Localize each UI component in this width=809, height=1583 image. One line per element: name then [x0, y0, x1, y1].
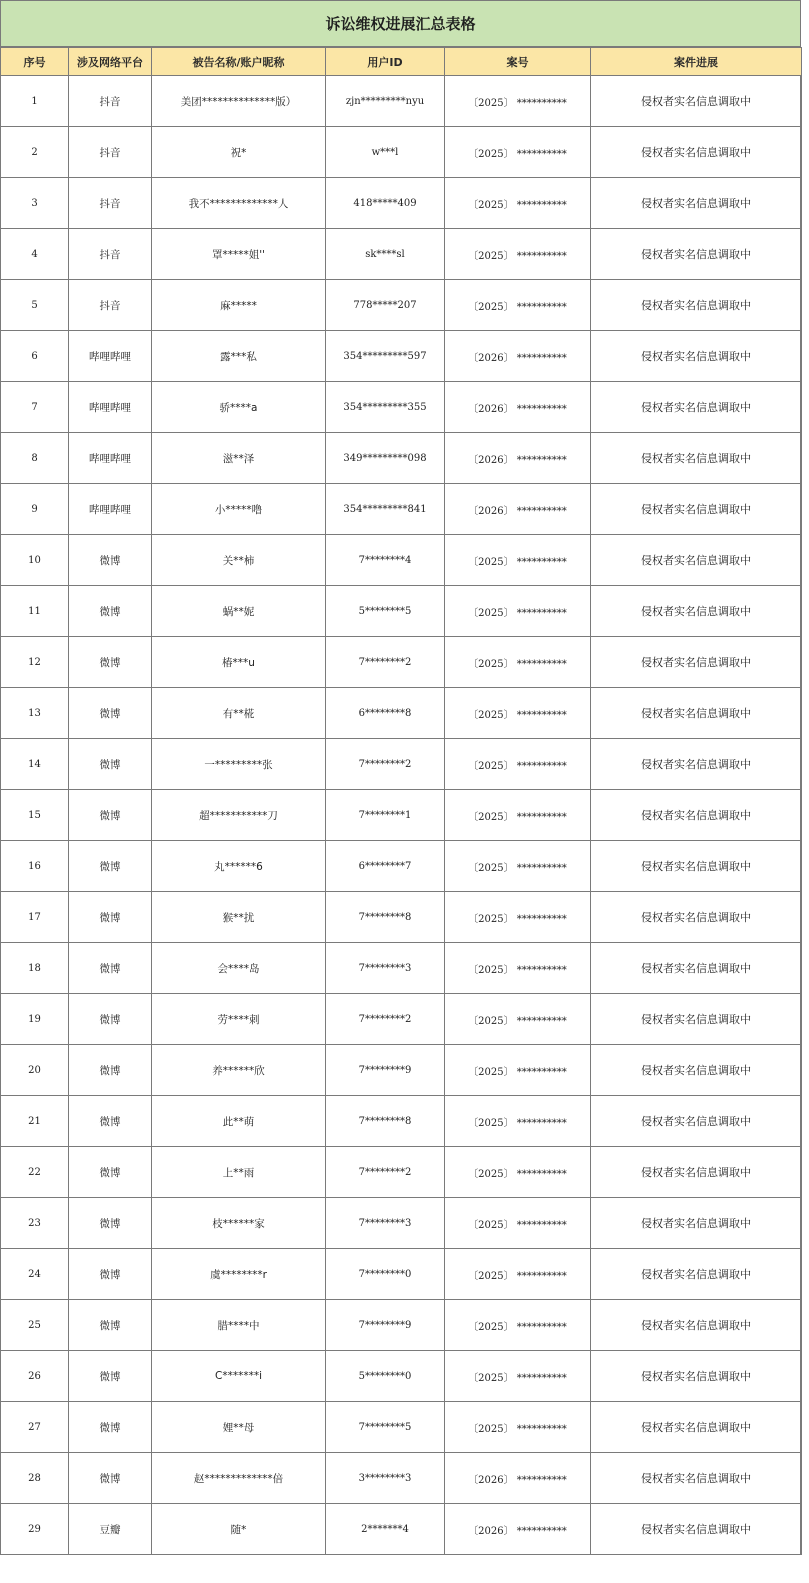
row-progress: 侵权者实名信息调取中 — [591, 280, 802, 331]
row-progress: 侵权者实名信息调取中 — [591, 1453, 802, 1504]
row-defendant: 罩*****姐'' — [152, 229, 326, 280]
row-user-id: 7********8 — [326, 892, 445, 943]
row-platform: 微博 — [69, 1351, 152, 1402]
row-defendant: 劳****刺 — [152, 994, 326, 1045]
row-user-id: sk****sl — [326, 229, 445, 280]
row-user-id: 5********0 — [326, 1351, 445, 1402]
row-case-no: 〔2025〕 ********** — [445, 535, 591, 586]
row-progress: 侵权者实名信息调取中 — [591, 1300, 802, 1351]
table-row — [1, 739, 802, 790]
row-defendant: 有**椛 — [152, 688, 326, 739]
row-case-no: 〔2025〕 ********** — [445, 637, 591, 688]
row-user-id: 7********2 — [326, 1147, 445, 1198]
table-row — [1, 433, 802, 484]
row-defendant: 丸******6 — [152, 841, 326, 892]
row-case-no: 〔2025〕 ********** — [445, 739, 591, 790]
row-case-no: 〔2026〕 ********** — [445, 1504, 591, 1555]
row-defendant: 虞********r — [152, 1249, 326, 1300]
row-case-no: 〔2025〕 ********** — [445, 1402, 591, 1453]
row-defendant: C*******i — [152, 1351, 326, 1402]
row-platform: 微博 — [69, 841, 152, 892]
row-defendant: 此**萌 — [152, 1096, 326, 1147]
row-progress: 侵权者实名信息调取中 — [591, 1351, 802, 1402]
table-row — [1, 943, 802, 994]
header-index: 序号 — [1, 48, 69, 76]
table-row — [1, 1096, 802, 1147]
table-row — [1, 178, 802, 229]
table-row — [1, 331, 802, 382]
row-index: 2 — [1, 127, 69, 178]
table-row — [1, 1351, 802, 1402]
row-user-id: w***l — [326, 127, 445, 178]
table-body — [1, 76, 802, 1555]
row-index: 28 — [1, 1453, 69, 1504]
row-case-no: 〔2026〕 ********** — [445, 484, 591, 535]
row-user-id: 354*********841 — [326, 484, 445, 535]
row-user-id: 7********4 — [326, 535, 445, 586]
row-platform: 哔哩哔哩 — [69, 331, 152, 382]
case-table — [0, 47, 802, 1555]
row-platform: 微博 — [69, 637, 152, 688]
row-case-no: 〔2026〕 ********** — [445, 382, 591, 433]
row-progress: 侵权者实名信息调取中 — [591, 1096, 802, 1147]
row-index: 27 — [1, 1402, 69, 1453]
row-index: 9 — [1, 484, 69, 535]
row-progress: 侵权者实名信息调取中 — [591, 433, 802, 484]
row-platform: 抖音 — [69, 280, 152, 331]
row-user-id: 7********9 — [326, 1300, 445, 1351]
row-defendant: 祝* — [152, 127, 326, 178]
row-index: 18 — [1, 943, 69, 994]
row-platform: 抖音 — [69, 178, 152, 229]
table-row — [1, 1147, 802, 1198]
row-progress: 侵权者实名信息调取中 — [591, 841, 802, 892]
row-progress: 侵权者实名信息调取中 — [591, 229, 802, 280]
row-user-id: 6********8 — [326, 688, 445, 739]
row-case-no: 〔2025〕 ********** — [445, 1147, 591, 1198]
row-defendant: 娌**母 — [152, 1402, 326, 1453]
row-index: 8 — [1, 433, 69, 484]
row-user-id: 354*********597 — [326, 331, 445, 382]
row-index: 10 — [1, 535, 69, 586]
row-defendant: 一*********张 — [152, 739, 326, 790]
row-defendant: 随* — [152, 1504, 326, 1555]
row-user-id: 6********7 — [326, 841, 445, 892]
table-row — [1, 280, 802, 331]
table-row — [1, 637, 802, 688]
row-progress: 侵权者实名信息调取中 — [591, 1045, 802, 1096]
row-progress: 侵权者实名信息调取中 — [591, 688, 802, 739]
row-case-no: 〔2025〕 ********** — [445, 178, 591, 229]
row-user-id: 7********3 — [326, 1198, 445, 1249]
row-progress: 侵权者实名信息调取中 — [591, 178, 802, 229]
row-progress: 侵权者实名信息调取中 — [591, 484, 802, 535]
row-index: 3 — [1, 178, 69, 229]
row-case-no: 〔2026〕 ********** — [445, 331, 591, 382]
table-row — [1, 1300, 802, 1351]
row-platform: 哔哩哔哩 — [69, 433, 152, 484]
row-platform: 微博 — [69, 1096, 152, 1147]
row-defendant: 猴**扰 — [152, 892, 326, 943]
row-defendant: 美团**************版） — [152, 76, 326, 127]
row-platform: 微博 — [69, 994, 152, 1045]
row-platform: 哔哩哔哩 — [69, 382, 152, 433]
row-platform: 微博 — [69, 586, 152, 637]
row-index: 19 — [1, 994, 69, 1045]
row-user-id: 2*******4 — [326, 1504, 445, 1555]
row-platform: 微博 — [69, 1045, 152, 1096]
row-case-no: 〔2025〕 ********** — [445, 586, 591, 637]
row-case-no: 〔2026〕 ********** — [445, 433, 591, 484]
row-defendant: 会****岛 — [152, 943, 326, 994]
row-defendant: 赵*************倍 — [152, 1453, 326, 1504]
row-user-id: 7********2 — [326, 994, 445, 1045]
table-row — [1, 127, 802, 178]
row-index: 12 — [1, 637, 69, 688]
row-defendant: 蜗**妮 — [152, 586, 326, 637]
row-platform: 微博 — [69, 790, 152, 841]
row-platform: 微博 — [69, 1300, 152, 1351]
row-case-no: 〔2026〕 ********** — [445, 1453, 591, 1504]
row-case-no: 〔2025〕 ********** — [445, 943, 591, 994]
row-defendant: 椿***u — [152, 637, 326, 688]
row-case-no: 〔2025〕 ********** — [445, 994, 591, 1045]
row-platform: 微博 — [69, 1147, 152, 1198]
row-platform: 微博 — [69, 739, 152, 790]
row-defendant: 枝******家 — [152, 1198, 326, 1249]
row-case-no: 〔2025〕 ********** — [445, 688, 591, 739]
table-row — [1, 688, 802, 739]
row-index: 15 — [1, 790, 69, 841]
row-platform: 哔哩哔哩 — [69, 484, 152, 535]
row-platform: 微博 — [69, 1453, 152, 1504]
row-index: 26 — [1, 1351, 69, 1402]
row-case-no: 〔2025〕 ********** — [445, 1198, 591, 1249]
table-row — [1, 1453, 802, 1504]
row-defendant: 小*****噜 — [152, 484, 326, 535]
row-platform: 微博 — [69, 535, 152, 586]
row-platform: 微博 — [69, 1198, 152, 1249]
table-row — [1, 76, 802, 127]
row-case-no: 〔2025〕 ********** — [445, 76, 591, 127]
row-progress: 侵权者实名信息调取中 — [591, 1147, 802, 1198]
row-progress: 侵权者实名信息调取中 — [591, 994, 802, 1045]
row-progress: 侵权者实名信息调取中 — [591, 382, 802, 433]
row-index: 5 — [1, 280, 69, 331]
row-progress: 侵权者实名信息调取中 — [591, 1198, 802, 1249]
row-defendant: 骄****a — [152, 382, 326, 433]
row-user-id: 7********1 — [326, 790, 445, 841]
table-row — [1, 892, 802, 943]
row-case-no: 〔2025〕 ********** — [445, 790, 591, 841]
header-user-id: 用户ID — [326, 48, 445, 76]
row-progress: 侵权者实名信息调取中 — [591, 76, 802, 127]
row-platform: 微博 — [69, 943, 152, 994]
row-platform: 豆瓣 — [69, 1504, 152, 1555]
table-row — [1, 1249, 802, 1300]
row-progress: 侵权者实名信息调取中 — [591, 943, 802, 994]
row-defendant: 养******欣 — [152, 1045, 326, 1096]
table-row — [1, 484, 802, 535]
header-case-no: 案号 — [445, 48, 591, 76]
row-user-id: 7********2 — [326, 637, 445, 688]
table-row — [1, 1045, 802, 1096]
row-case-no: 〔2025〕 ********** — [445, 1045, 591, 1096]
row-user-id: 7********2 — [326, 739, 445, 790]
row-index: 17 — [1, 892, 69, 943]
row-defendant: 露***私 — [152, 331, 326, 382]
row-case-no: 〔2025〕 ********** — [445, 1351, 591, 1402]
row-index: 6 — [1, 331, 69, 382]
row-defendant: 滋**泽 — [152, 433, 326, 484]
row-case-no: 〔2025〕 ********** — [445, 1096, 591, 1147]
table-row — [1, 229, 802, 280]
table-row — [1, 1504, 802, 1555]
row-user-id: 7********3 — [326, 943, 445, 994]
row-user-id: 7********8 — [326, 1096, 445, 1147]
row-platform: 微博 — [69, 892, 152, 943]
row-user-id: zjn*********nyu — [326, 76, 445, 127]
table-row — [1, 994, 802, 1045]
row-index: 13 — [1, 688, 69, 739]
row-user-id: 5********5 — [326, 586, 445, 637]
row-user-id: 3********3 — [326, 1453, 445, 1504]
row-case-no: 〔2025〕 ********** — [445, 280, 591, 331]
table-row — [1, 841, 802, 892]
row-user-id: 7********9 — [326, 1045, 445, 1096]
row-progress: 侵权者实名信息调取中 — [591, 535, 802, 586]
header-progress: 案件进展 — [591, 48, 802, 76]
row-index: 22 — [1, 1147, 69, 1198]
row-progress: 侵权者实名信息调取中 — [591, 1402, 802, 1453]
table-row — [1, 1402, 802, 1453]
row-index: 4 — [1, 229, 69, 280]
row-defendant: 腊****中 — [152, 1300, 326, 1351]
row-index: 7 — [1, 382, 69, 433]
row-user-id: 7********0 — [326, 1249, 445, 1300]
row-index: 11 — [1, 586, 69, 637]
table-row — [1, 790, 802, 841]
row-progress: 侵权者实名信息调取中 — [591, 892, 802, 943]
header-defendant: 被告名称/账户昵称 — [152, 48, 326, 76]
row-case-no: 〔2025〕 ********** — [445, 1249, 591, 1300]
table-row — [1, 1198, 802, 1249]
row-defendant: 关**柿 — [152, 535, 326, 586]
row-index: 20 — [1, 1045, 69, 1096]
row-defendant: 上**雨 — [152, 1147, 326, 1198]
row-platform: 微博 — [69, 688, 152, 739]
row-case-no: 〔2025〕 ********** — [445, 841, 591, 892]
row-user-id: 354*********355 — [326, 382, 445, 433]
row-user-id: 778*****207 — [326, 280, 445, 331]
row-case-no: 〔2025〕 ********** — [445, 127, 591, 178]
sheet-title: 诉讼维权进展汇总表格 — [1, 0, 800, 47]
row-progress: 侵权者实名信息调取中 — [591, 1249, 802, 1300]
row-defendant: 超***********刀 — [152, 790, 326, 841]
row-user-id: 418*****409 — [326, 178, 445, 229]
header-platform: 涉及网络平台 — [69, 48, 152, 76]
row-progress: 侵权者实名信息调取中 — [591, 1504, 802, 1555]
header-row — [1, 48, 802, 76]
row-platform: 抖音 — [69, 127, 152, 178]
row-case-no: 〔2025〕 ********** — [445, 892, 591, 943]
row-index: 14 — [1, 739, 69, 790]
row-progress: 侵权者实名信息调取中 — [591, 637, 802, 688]
table-row — [1, 382, 802, 433]
row-index: 29 — [1, 1504, 69, 1555]
row-platform: 微博 — [69, 1402, 152, 1453]
row-case-no: 〔2025〕 ********** — [445, 1300, 591, 1351]
row-platform: 抖音 — [69, 76, 152, 127]
row-defendant: 我不*************人 — [152, 178, 326, 229]
row-index: 23 — [1, 1198, 69, 1249]
row-user-id: 349*********098 — [326, 433, 445, 484]
row-index: 1 — [1, 76, 69, 127]
row-platform: 微博 — [69, 1249, 152, 1300]
row-index: 16 — [1, 841, 69, 892]
row-defendant: 麻***** — [152, 280, 326, 331]
row-index: 24 — [1, 1249, 69, 1300]
row-progress: 侵权者实名信息调取中 — [591, 586, 802, 637]
row-case-no: 〔2025〕 ********** — [445, 229, 591, 280]
row-user-id: 7********5 — [326, 1402, 445, 1453]
row-progress: 侵权者实名信息调取中 — [591, 739, 802, 790]
row-platform: 抖音 — [69, 229, 152, 280]
row-progress: 侵权者实名信息调取中 — [591, 127, 802, 178]
row-progress: 侵权者实名信息调取中 — [591, 331, 802, 382]
row-progress: 侵权者实名信息调取中 — [591, 790, 802, 841]
table-row — [1, 535, 802, 586]
row-index: 25 — [1, 1300, 69, 1351]
row-index: 21 — [1, 1096, 69, 1147]
table-row — [1, 586, 802, 637]
